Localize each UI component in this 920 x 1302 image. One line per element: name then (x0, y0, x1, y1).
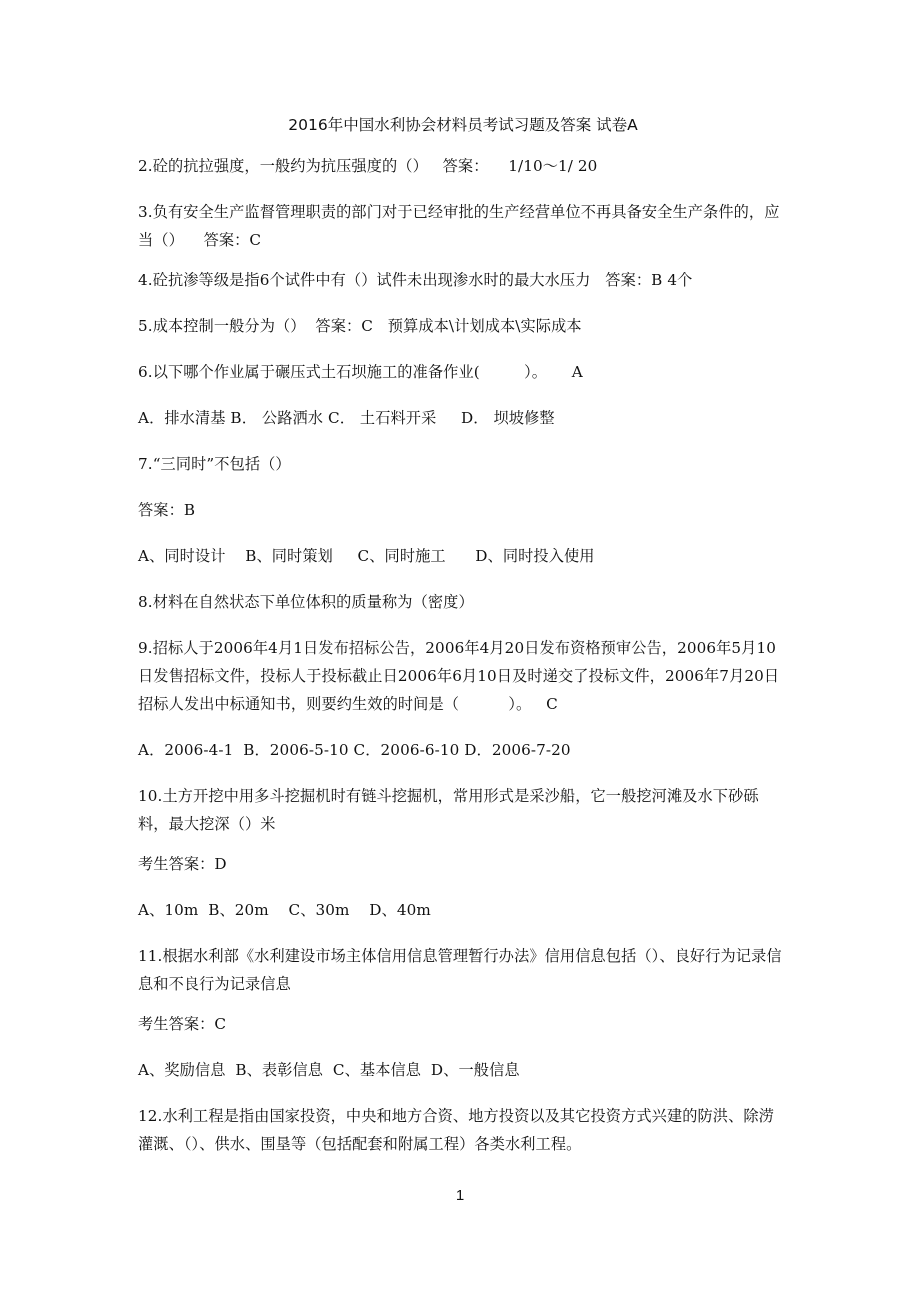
question-9-options: A．2006-4-1 B．2006-5-10 C．2006-6-10 D．2006-7-20 (138, 741, 571, 759)
question-11-answer: 考生答案：C (138, 1015, 227, 1033)
question-7-answer: 答案：B (138, 501, 196, 519)
question-7-options: A、同时设计 B、同时策划 C、同时施工 D、同时投入使用 (138, 547, 595, 565)
question-8: 8.材料在自然状态下单位体积的质量称为（密度） (138, 593, 474, 611)
question-6-options: A．排水清基 B． 公路洒水 C． 土石料开采 D． 坝坡修整 (138, 409, 555, 427)
question-9: 9.招标人于2006年4月1日发布招标公告，2006年4月20日发布资格预审公告，2006年5月10日发售招标文件，投标人于投标截止日2006年6月10日及时递交了投标文件，2006年7月20日招标人发出中标通知书，则要约生效的时间是（ ）。 C (138, 639, 780, 713)
question-6: 6.以下哪个作业属于碾压式土石坝施工的准备作业( ）。 A (138, 363, 583, 381)
question-5: 5.成本控制一般分为（） 答案：C 预算成本\计划成本\实际成本 (138, 317, 582, 335)
question-11: 11.根据水利部《水利建设市场主体信用信息管理暂行办法》信用信息包括（）、良好行为记录信息和不良行为记录信息 (138, 947, 782, 993)
question-4: 4.砼抗渗等级是指6个试件中有（）试件未出现渗水时的最大水压力 答案：B 4个 (138, 271, 693, 289)
question-3: 3.负有安全生产监督管理职责的部门对于已经审批的生产经营单位不再具备安全生产条件的，应当（） 答案：C (138, 203, 780, 249)
question-7: 7.“三同时”不包括（） (138, 455, 291, 473)
document-body (138, 111, 788, 1170)
question-2: 2.砼的抗拉强度，一般约为抗压强度的（） 答案： 1/10～1/ 20 (138, 157, 598, 175)
question-10-options: A、10m B、20m C、30m D、40m (138, 901, 431, 919)
question-10: 10.土方开挖中用多斗挖掘机时有链斗挖掘机，常用形式是采沙船，它一般挖河滩及水下砂砾料，最大挖深（）米 (138, 787, 759, 833)
page-number: 1 (455, 1187, 465, 1204)
question-12: 12.水利工程是指由国家投资，中央和地方合资、地方投资以及其它投资方式兴建的防洪、除涝灌溉、（）、供水、围垦等（包括配套和附属工程）各类水利工程。 (138, 1107, 774, 1153)
question-11-options: A、奖励信息 B、表彰信息 C、基本信息 D、一般信息 (138, 1061, 520, 1079)
document-title: 2016年中国水利协会材料员考试习题及答案 试卷A (288, 116, 638, 134)
question-10-answer: 考生答案：D (138, 855, 227, 873)
